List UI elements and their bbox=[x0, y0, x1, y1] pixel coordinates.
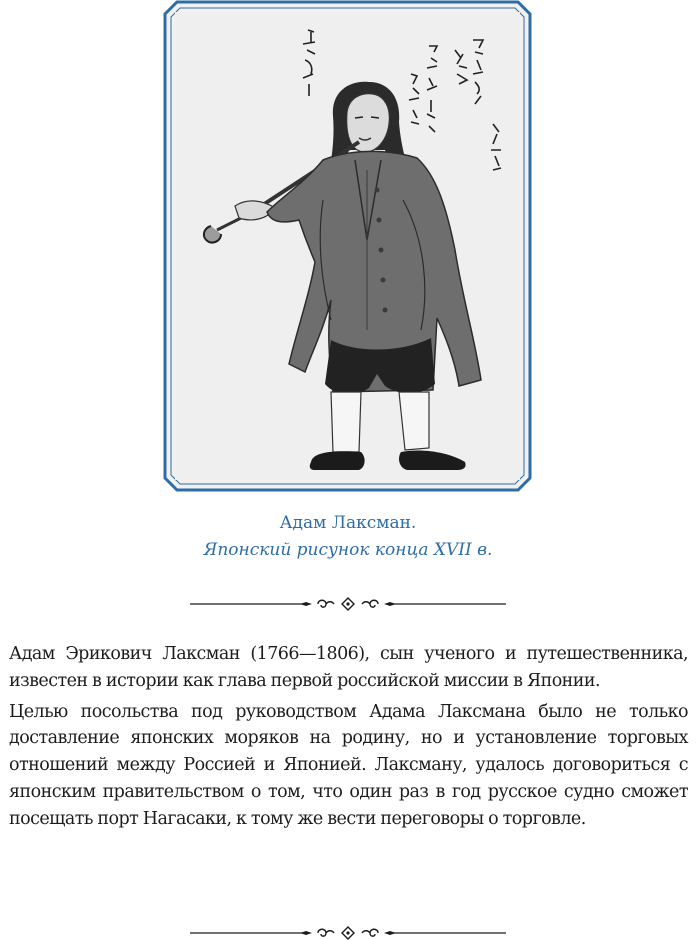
body-text bbox=[9, 641, 688, 833]
ornament-divider-top bbox=[190, 597, 506, 611]
right-leg bbox=[399, 392, 429, 450]
paragraph-1: Адам Эрикович Лаксман (1766—1806), сын ученого и путешественника, известен в истории как глава первой российской миссии в Японии. bbox=[9, 644, 688, 691]
left-leg bbox=[331, 392, 361, 452]
illustration-figure bbox=[163, 0, 532, 492]
figure-caption-subtitle: Японский рисунок конца XVII в. bbox=[203, 540, 493, 560]
portrait-illustration bbox=[163, 0, 532, 492]
figure-caption-title: Адам Лаксман. bbox=[279, 513, 417, 533]
paragraph-2: Целью посольства под руководством Адама Лаксмана было не только доставление японских моряков на родину, но и установление торговых отношений между Россией и Японией. Лаксману, удалось договориться с японским правительством о том, что один раз в год русское судно сможет посещать порт Нагасаки, к тому же вести переговоры о торговле. bbox=[9, 701, 688, 829]
ornament-divider-bottom bbox=[190, 926, 506, 940]
